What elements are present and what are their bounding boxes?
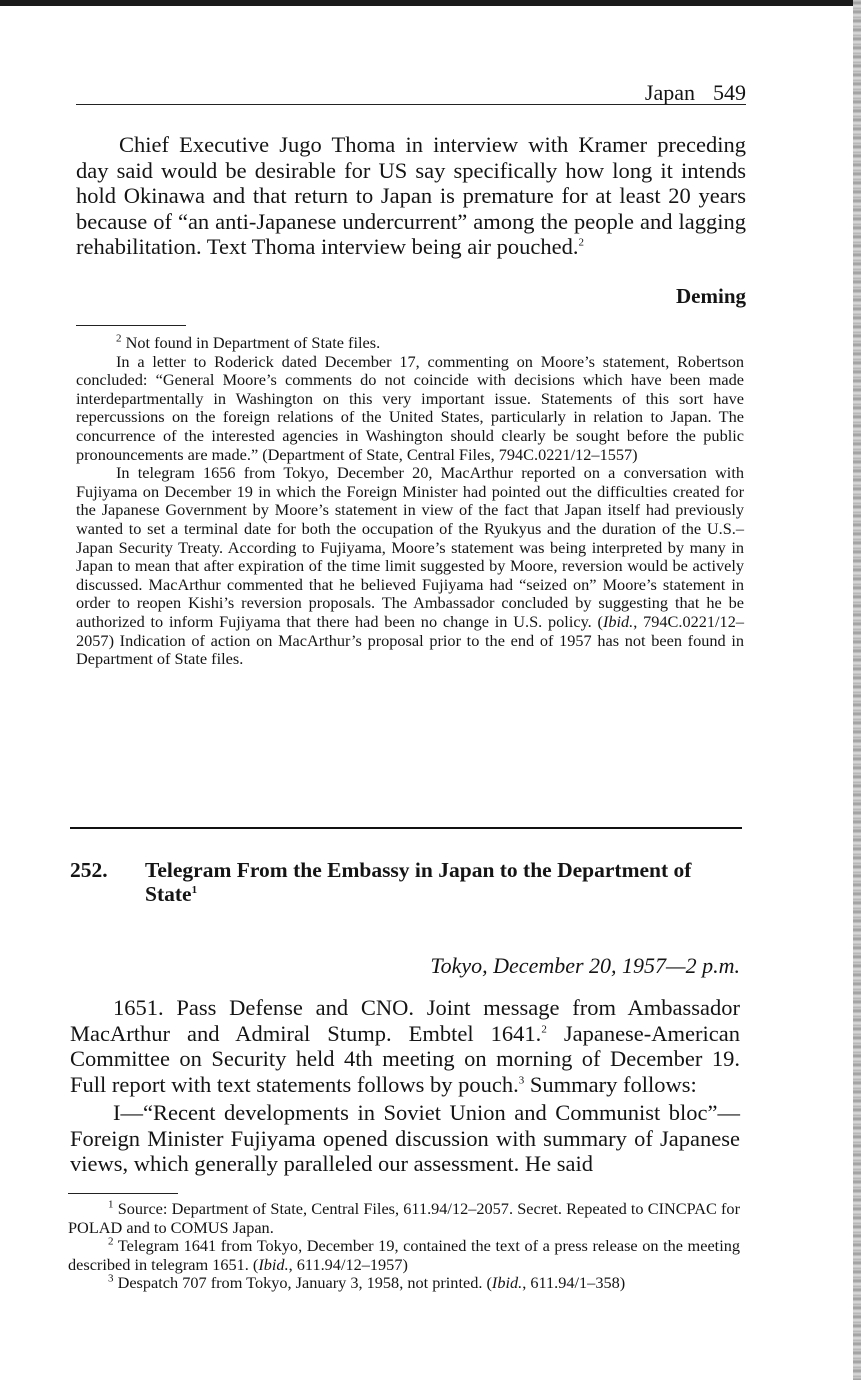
footnotes-top — [76, 334, 744, 669]
footnote-text: Despatch 707 from Tokyo, January 3, 1958, not printed. ( — [117, 1273, 492, 1293]
footnote-text: Source: Department of State, Central Files, 611.94/12–2057. Secret. Repeated to CINCPAC for POLAD and to COMUS Japan. — [68, 1199, 740, 1237]
footnote-2-paragraph-2 — [76, 353, 744, 465]
ibid-ref: Ibid. — [602, 611, 634, 631]
footnote-text: Telegram 1641 from Tokyo, December 19, contained the text of a press release on the meeting described in telegram 1651. ( — [68, 1236, 740, 1274]
footnote-text: , 794C.0221/12–2057) Indication of action on MacArthur’s proposal prior to the end of 1957 has not been found in Department of State files. — [76, 611, 744, 669]
footnote-text: , 611.94/12–1957) — [288, 1254, 408, 1274]
ibid-ref: Ibid. — [491, 1273, 523, 1293]
footnote-ref: 3 — [518, 1074, 525, 1087]
page-number: 549 — [713, 80, 746, 105]
telegram-paragraph-1 — [70, 995, 740, 1097]
signature: Deming — [676, 284, 746, 308]
telegram-text: 1651. Pass Defense and CNO. Joint message from Ambassador MacArthur and Admiral Stump. Embtel 1641. — [70, 995, 740, 1046]
footnote-text: , 611.94/1–358) — [522, 1273, 626, 1293]
scan-right-edge — [853, 0, 861, 1380]
footnote-rule — [76, 325, 186, 326]
continuation-text: Chief Executive Jugo Thoma in interview with Kramer preceding day said would be desirable for US say specifically how long it intends hold Okinawa and that return to Japan is premature for at least 20 years because of “an anti-Japanese undercurrent” among the people and lagging rehabilitation. Text Thoma interview being air pouched. — [76, 132, 746, 260]
footnote-3 — [68, 1274, 740, 1293]
footnote-marker: 2 — [108, 1235, 114, 1248]
ibid-ref: Ibid. — [258, 1254, 289, 1274]
footnote-text: In a letter to Roderick dated December 17, commenting on Moore’s statement, Robertson concluded: “General Moore’s comments do not coincide with decisions which have been made interdepartmentally in Washington on this very important issue. Statements of this sort have repercussions on the foreign relations of the United States, particularly in relation to Japan. The concurrence of the interested agencies in Washington should clearly be sought before the public pronouncements are made.” (Department of State, Central Files, 794C.0221/12–1557) — [76, 351, 744, 464]
running-header — [76, 80, 746, 106]
footnote-2 — [68, 1237, 740, 1274]
footnote-marker: 2 — [116, 332, 122, 345]
telegram-text: Summary follows: — [524, 1071, 697, 1097]
section-rule — [70, 827, 742, 829]
telegram-text: I—“Recent developments in Soviet Union and Communist bloc”—Foreign Minister Fujiyama opened discussion with summary of Japanese views, which generally paralleled our assessment. He said — [70, 1100, 740, 1177]
footnote-ref: 2 — [541, 1023, 547, 1036]
header-rule — [76, 104, 746, 105]
footnote-text: In telegram 1656 from Tokyo, December 20, MacArthur reported on a conversation with Fujiyama on December 19 in which the Foreign Minister had pointed out the difficulties created for the Japanese Government by Moore’s statement in view of the fact that Japan itself had previously wanted to set a terminal date for both the occupation of the Ryukyus and the duration of the U.S.–Japan Security Treaty. According to Fujiyama, Moore’s statement was being interpreted by many in Japan to mean that after expiration of the time limit suggested by Moore, reversion would be actively discussed. MacArthur commented that he believed Fujiyama had “seized on” Moore’s statement in order to reopen Kishi’s reversion proposals. The Ambassador concluded by suggesting that he be authorized to inform Fujiyama that there had been no change in U.S. policy. — [76, 463, 744, 631]
footnote-2-paragraph-3: In telegram 1656 from Tokyo, December 20, MacArthur reported on a conversation with Fujiyama on December 19 in which the Foreign Minister had pointed out the difficulties created for the Japanese Government by Moore’s statement in view of the fact that Japan itself had previously wanted to set a terminal date for both the occupation of the Ryukyus and the duration of the U.S.–Japan Security Treaty. According to Fujiyama, Moore’s statement was being interpreted by many in Japan to mean that after expiration of the time limit suggested by Moore, reversion would be actively discussed. MacArthur commented that he believed Fujiyama had “seized on” Moore’s statement in order to reopen Kishi’s reversion proposals. The Ambassador concluded by suggesting that he be authorized to inform Fujiyama that there had been no change in U.S. policy. (Ibid., 794C.0221/12–2057) Indication of action on MacArthur’s proposal prior to the end of 1957 has not been found in Department of State files. — [76, 463, 744, 669]
footnote-2 — [76, 334, 744, 353]
footnote-rule — [68, 1193, 178, 1194]
running-title: Japan — [644, 80, 695, 105]
footnote-text: Not found in Department of State files. — [125, 333, 381, 352]
footnote-1 — [68, 1200, 740, 1237]
document-number: 252. — [70, 858, 108, 882]
telegram-paragraph-2 — [70, 1100, 740, 1177]
document-title — [145, 858, 740, 906]
document-title-text: Telegram From the Embassy in Japan to the Department of State — [145, 858, 692, 906]
scan-top-edge — [0, 0, 861, 6]
footnote-ref: 2 — [578, 236, 584, 249]
footnote-marker: 1 — [108, 1198, 114, 1211]
footnotes-bottom — [68, 1200, 740, 1293]
telegram-text: Japanese-American Committee on Security held 4th meeting on morning of December 19. Full report with text statements follows by pouch. — [70, 1020, 740, 1097]
footnote-ref: 1 — [191, 883, 198, 896]
footnote-marker: 3 — [108, 1272, 114, 1285]
continuation-paragraph — [76, 132, 746, 260]
dateline: Tokyo, December 20, 1957—2 p.m. — [430, 953, 740, 978]
